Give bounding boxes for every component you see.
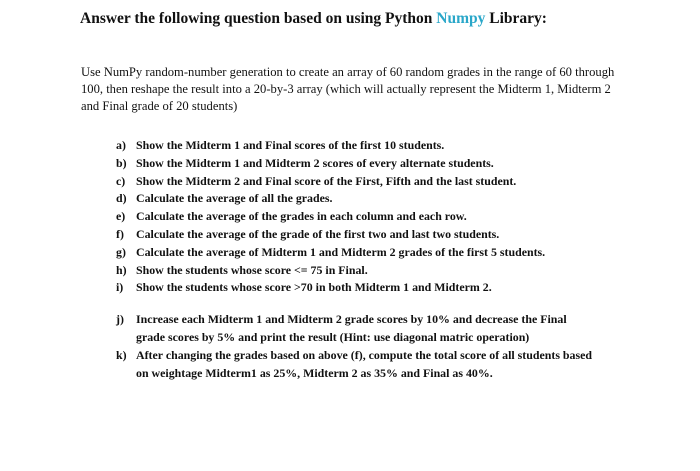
question-item-k [116, 347, 596, 383]
question-letter: c) [116, 173, 126, 188]
question-letter: g) [116, 244, 126, 259]
heading-suffix: Library: [485, 10, 547, 27]
question-text: Show the Midterm 1 and Midterm 2 scores of every alternate students. [136, 155, 494, 170]
question-text: Calculate the average of the grades in each column and each row. [136, 209, 467, 224]
question-text: Increase each Midterm 1 and Midterm 2 grade scores by 10% and decrease the Final grade scores by 5% and print the result (Hint: use diagonal matric operation) [136, 312, 567, 344]
question-letter: k) [116, 347, 127, 362]
question-text: Show the Midterm 1 and Final scores of the first 10 students. [136, 138, 445, 152]
question-letter: a) [116, 138, 126, 152]
question-item-b [116, 155, 596, 173]
question-item-j [116, 311, 596, 347]
question-list [116, 137, 596, 382]
question-letter: f) [116, 226, 124, 241]
question-text: After changing the grades based on above (f), compute the total score of all students based on weightage Midterm1 as 25%, Midterm 2 as 35% and Final as 40%. [136, 347, 593, 380]
question-item-a [116, 137, 596, 155]
question-letter: j) [116, 312, 124, 327]
question-letter: h) [116, 262, 127, 277]
heading-numpy-highlight: Numpy [436, 10, 486, 27]
question-item-e [116, 208, 596, 226]
intro-paragraph: Use NumPy random-number generation to create an array of 60 random grades in the range of 60 through 100, then reshape the result into a 20-by-3 array (which will actually represent the Midterm 1, Midterm 2 and Final grade of 20 students) [81, 65, 615, 113]
question-item-f [116, 226, 596, 244]
question-text: Show the students whose score <= 75 in Final. [136, 262, 368, 277]
question-letter: i) [116, 280, 124, 295]
question-text: Calculate the average of the grade of the first two and last two students. [136, 226, 500, 241]
heading-prefix: Answer the following question based on using Python [80, 10, 437, 27]
question-item-g [116, 244, 596, 262]
page-heading [80, 10, 547, 28]
question-text: Calculate the average of all the grades. [136, 191, 333, 206]
question-item-h [116, 262, 596, 280]
question-text: Show the Midterm 2 and Final score of the First, Fifth and the last student. [136, 173, 517, 188]
question-item-i [116, 279, 596, 297]
question-letter: d) [116, 191, 127, 206]
question-text: Calculate the average of Midterm 1 and Midterm 2 grades of the first 5 students. [136, 244, 546, 259]
question-text: Show the students whose score >70 in both Midterm 1 and Midterm 2. [136, 280, 492, 295]
question-letter: b) [116, 155, 127, 170]
question-letter: e) [116, 209, 126, 224]
question-item-c [116, 173, 596, 191]
question-item-d [116, 190, 596, 208]
